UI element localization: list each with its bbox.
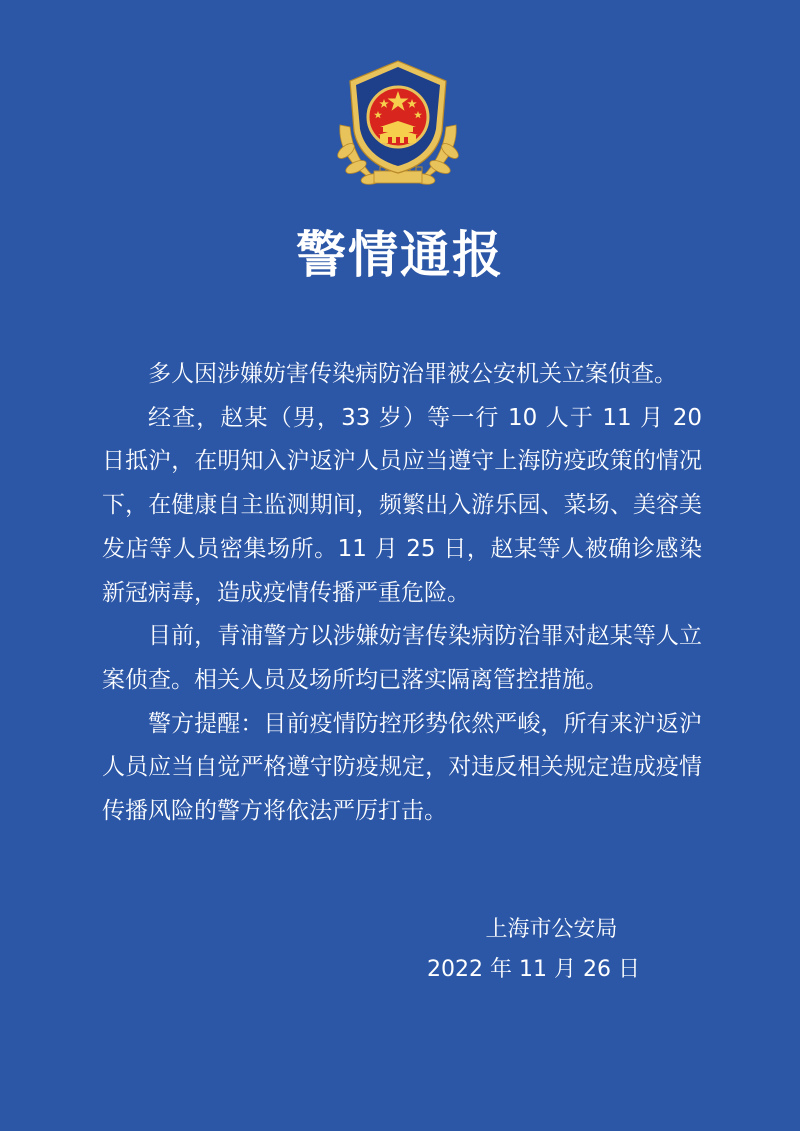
signature-block (427, 910, 640, 990)
police-emblem-icon (328, 55, 468, 195)
issue-date: 2022 年 11 月 26 日 (427, 957, 640, 982)
paragraph-2: 经查，赵某（男，33 岁）等一行 10 人于 11 月 20 日抵沪，在明知入沪返沪人员应当遵守上海防疫政策的情况下，在健康自主监测期间，频繁出入游乐园、菜场、美容美发店等人员密集场所。11 月 25 日，赵某等人被确诊感染新冠病毒，造成疫情传播严重危险。 (102, 404, 702, 606)
issuing-organization: 上海市公安局 (485, 917, 618, 942)
paragraph-3: 目前，青浦警方以涉嫌妨害传染病防治罪对赵某等人立案侦查。相关人员及场所均已落实隔离管控措施。 (102, 623, 702, 693)
notice-title: 警情通报 (296, 226, 504, 284)
notice-body (102, 353, 702, 834)
paragraph-1: 多人因涉嫌妨害传染病防治罪被公安机关立案侦查。 (148, 361, 677, 387)
paragraph-4: 警方提醒：目前疫情防控形势依然严峻，所有来沪返沪人员应当自觉严格遵守防疫规定，对违反相关规定造成疫情传播风险的警方将依法严厉打击。 (102, 710, 702, 825)
